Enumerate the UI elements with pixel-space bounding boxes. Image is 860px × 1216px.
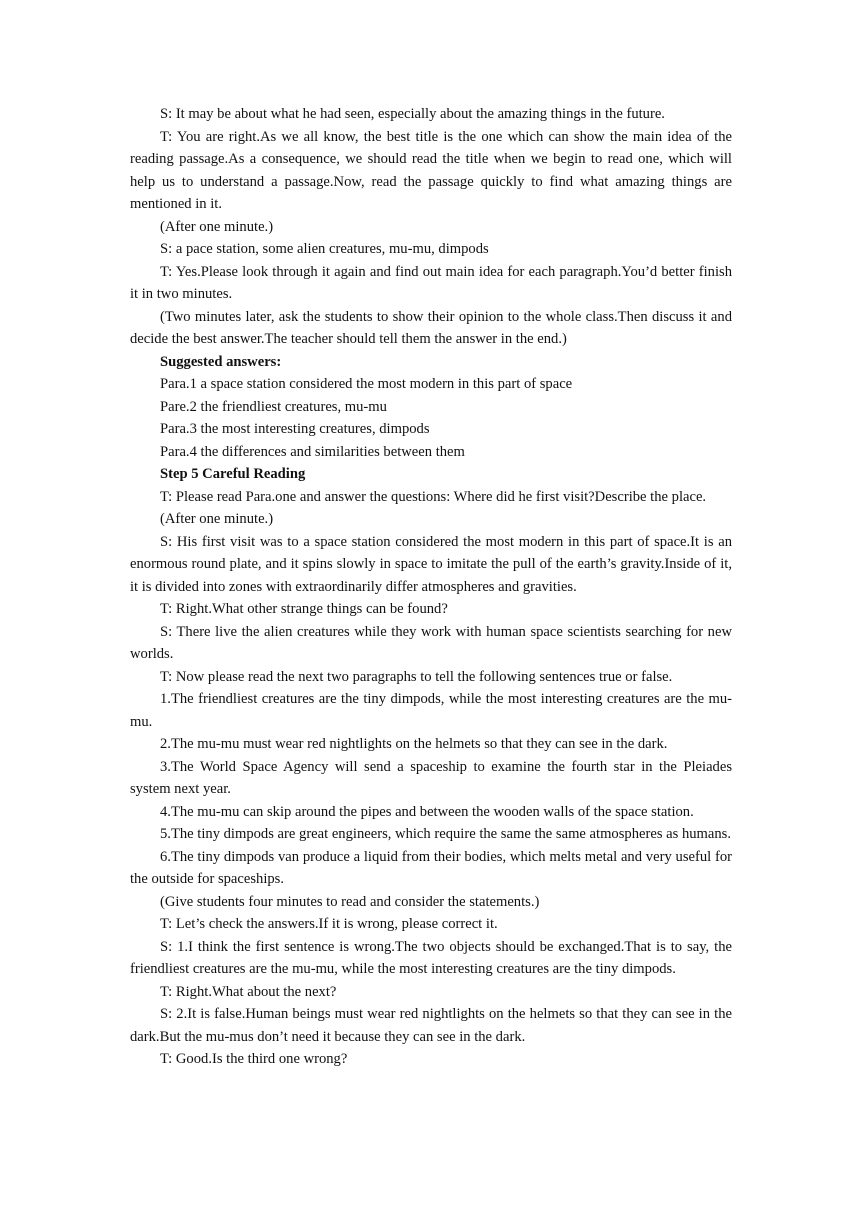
paragraph: T: Right.What about the next? bbox=[160, 983, 337, 1000]
statement-item: 2.The mu-mu must wear red nightlights on the helmets so that they can see in the dark. bbox=[160, 736, 668, 752]
statement-item: 6.The tiny dimpods van produce a liquid from their bodies, which melts metal and very useful for the outside for spaceships. bbox=[130, 848, 732, 887]
statement-item: 3.The World Space Agency will send a spaceship to examine the fourth star in the Pleiades system next year. bbox=[130, 758, 732, 797]
paragraph: T: Please read Para.one and answer the questions: Where did he first visit?Describe the place. bbox=[160, 488, 707, 505]
paragraph: S: 1.I think the first sentence is wrong.The two objects should be exchanged.That is to say, the friendliest creatures are the mu-mu, while the most interesting creatures are the tiny dimpods. bbox=[130, 938, 732, 977]
answer-item: Para.1 a space station considered the most modern in this part of space bbox=[160, 376, 573, 392]
paragraph: T: Now please read the next two paragraphs to tell the following sentences true or false. bbox=[160, 668, 673, 685]
paragraph: (After one minute.) bbox=[160, 218, 274, 235]
paragraph: T: You are right.As we all know, the best title is the one which can show the main idea of the reading passage.As a consequence, we should read the title when we begin to read one, which will help us to understand a passage.Now, read the passage quickly to find what amazing things are mentioned in it. bbox=[130, 128, 732, 212]
document-body bbox=[130, 103, 732, 1071]
statement-item: 1.The friendliest creatures are the tiny dimpods, while the most interesting creatures are the mu-mu. bbox=[130, 691, 732, 730]
paragraph: T: Yes.Please look through it again and find out main idea for each paragraph.You’d better finish it in two minutes. bbox=[130, 263, 732, 302]
paragraph: T: Right.What other strange things can be found? bbox=[160, 601, 448, 617]
section-heading: Suggested answers: bbox=[160, 353, 282, 370]
step-heading: Step 5 Careful Reading bbox=[160, 466, 306, 482]
paragraph: S: His first visit was to a space station considered the most modern in this part of space.It is an enormous round plate, and it spins slowly in space to imitate the pull of the earth’s gravity.Inside of it, it is divided into zones with extraordinarily differ atmospheres and gravities. bbox=[130, 533, 732, 595]
paragraph: S: a pace station, some alien creatures, mu-mu, dimpods bbox=[160, 241, 489, 257]
answer-item: Pare.2 the friendliest creatures, mu-mu bbox=[160, 398, 387, 415]
paragraph: T: Let’s check the answers.If it is wrong, please correct it. bbox=[160, 916, 498, 932]
statement-item: 4.The mu-mu can skip around the pipes and between the wooden walls of the space station. bbox=[160, 803, 694, 820]
statement-item: 5.The tiny dimpods are great engineers, which require the same the same atmospheres as humans. bbox=[160, 826, 732, 842]
paragraph: (Give students four minutes to read and consider the statements.) bbox=[160, 893, 540, 910]
paragraph: S: There live the alien creatures while they work with human space scientists searching for new worlds. bbox=[130, 623, 732, 662]
answer-item: Para.3 the most interesting creatures, dimpods bbox=[160, 421, 430, 437]
paragraph: (After one minute.) bbox=[160, 511, 274, 527]
paragraph: T: Good.Is the third one wrong? bbox=[160, 1051, 348, 1067]
answer-item: Para.4 the differences and similarities between them bbox=[160, 443, 465, 460]
paragraph: S: It may be about what he had seen, especially about the amazing things in the future. bbox=[160, 106, 665, 122]
paragraph: (Two minutes later, ask the students to show their opinion to the whole class.Then discuss it and decide the best answer.The teacher should tell them the answer in the end.) bbox=[130, 308, 732, 347]
paragraph: S: 2.It is false.Human beings must wear red nightlights on the helmets so that they can see in the dark.But the mu-mus don’t need it because they can see in the dark. bbox=[130, 1006, 732, 1045]
